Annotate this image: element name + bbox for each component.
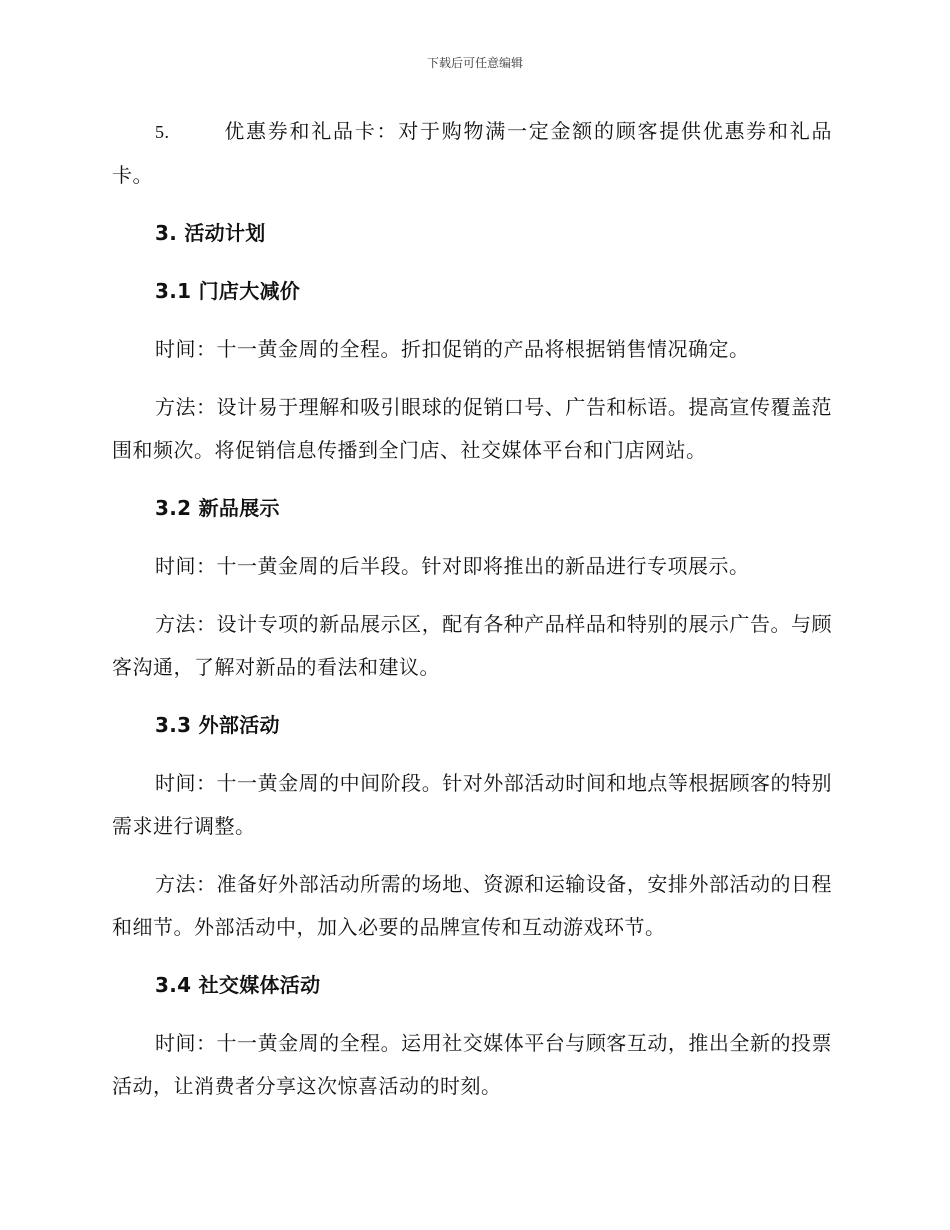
paragraph-external-events-time: 时间：十一黄金周的中间阶段。针对外部活动时间和地点等根据顾客的特别需求进行调整。: [112, 771, 832, 838]
header-note: 下载后可任意编辑: [426, 56, 523, 70]
list-item-text: 优惠券和礼品卡：对于购物满一定金额的顾客提供优惠券和礼品卡。: [112, 119, 832, 187]
section-heading-external-events: 3.3 外部活动: [155, 713, 280, 737]
paragraph-store-sale-time: 时间：十一黄金周的全程。折扣促销的产品将根据销售情况确定。: [155, 337, 750, 361]
paragraph-new-products-method: 方法：设计专项的新品展示区，配有各种产品样品和特别的展示广告。与顾客沟通，了解对新品的看法和建议。: [112, 612, 832, 679]
paragraph-new-products-time: 时间：十一黄金周的后半段。针对即将推出的新品进行专项展示。: [155, 554, 750, 578]
document-body: [112, 110, 832, 1123]
section-heading-activity-plan: 3. 活动计划: [155, 221, 266, 245]
list-number: 5.: [155, 122, 170, 142]
paragraph-social-media-time: 时间：十一黄金周的全程。运用社交媒体平台与顾客互动，推出全新的投票活动，让消费者分享这次惊喜活动的时刻。: [112, 1031, 832, 1098]
section-heading-store-sale: 3.1 门店大减价: [155, 279, 301, 303]
paragraph-external-events-method: 方法：准备好外部活动所需的场地、资源和运输设备，安排外部活动的日程和细节。外部活动中，加入必要的品牌宣传和互动游戏环节。: [112, 872, 832, 939]
paragraph-store-sale-method: 方法：设计易于理解和吸引眼球的促销口号、广告和标语。提高宣传覆盖范围和频次。将促销信息传播到全门店、社交媒体平台和门店网站。: [112, 395, 832, 462]
list-item-coupons: [112, 110, 832, 197]
section-heading-new-products: 3.2 新品展示: [155, 496, 280, 520]
section-heading-social-media: 3.4 社交媒体活动: [155, 973, 321, 997]
